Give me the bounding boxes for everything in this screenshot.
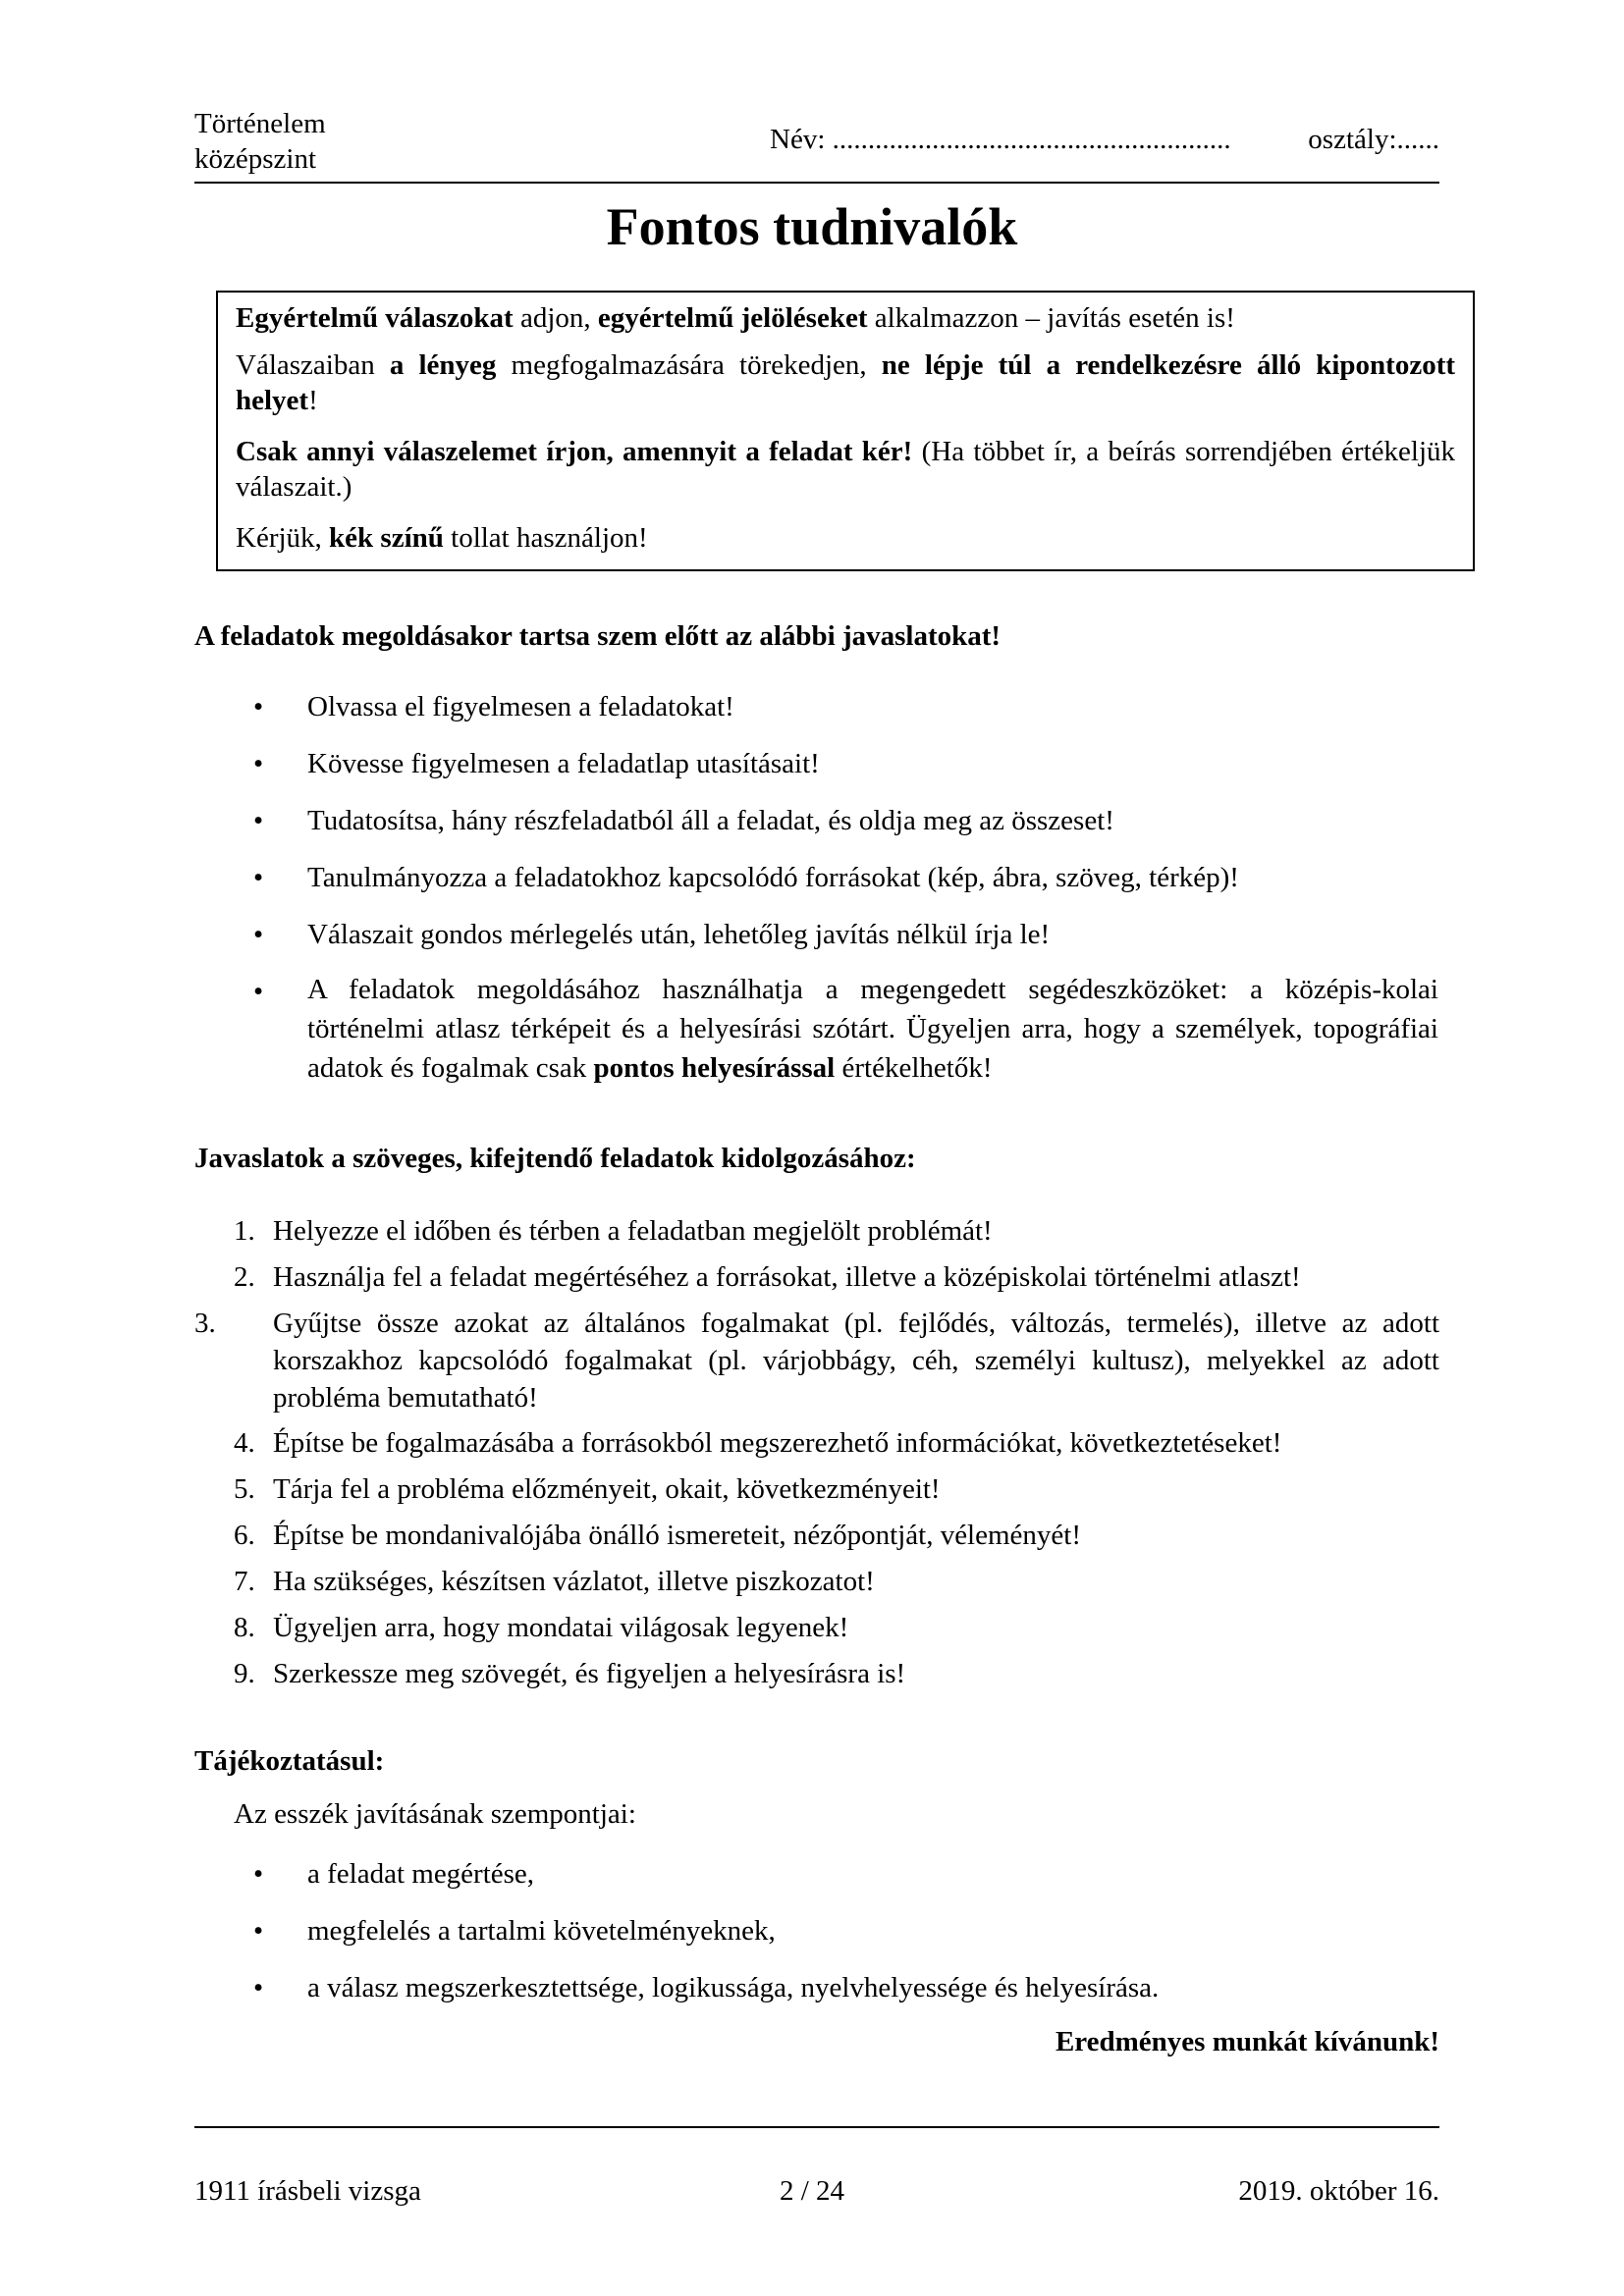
bullet-icon: • <box>253 976 264 1007</box>
bullet-icon: • <box>253 1858 264 1890</box>
item-number: 2. <box>234 1261 255 1293</box>
item-number: 4. <box>234 1427 255 1459</box>
item-text: Építse be mondanivalójába önálló ismereteit, nézőpontját, véleményét! <box>273 1520 1082 1551</box>
essay-tips-title: Javaslatok a szöveges, kifejtendő feladatok kidolgozásához: <box>194 1143 916 1174</box>
info-title: Tájékoztatásul: <box>194 1745 385 1777</box>
item-text: Tárja fel a probléma előzményeit, okait, következményeit! <box>273 1473 941 1505</box>
list-item: Olvassa el figyelmesen a feladatokat! <box>307 691 734 722</box>
bullet-icon: • <box>253 862 264 893</box>
numbered-item <box>234 1258 1439 1296</box>
notice-paragraph-1 <box>236 300 1455 336</box>
notice-paragraph-2 <box>236 347 1455 418</box>
notice-text: Kérjük, <box>236 522 330 554</box>
notice-bold: Csak annyi válaszelemet írjon, amennyit a feladat kér! <box>236 436 913 467</box>
list-item: a válasz megszerkesztettsége, logikussága, nyelvhelyessége és helyesírása. <box>307 1972 1160 2003</box>
item-text: Helyezze el időben és térben a feladatban megjelölt problémát! <box>273 1215 993 1247</box>
item-number: 9. <box>234 1658 255 1689</box>
notice-text: tollat használjon! <box>443 522 648 554</box>
list-item-text: A feladatok megoldásához használhatja a megengedett segédeszközöket: a középis-kolai történelmi atlasz térképeit és a helyesírási szótárt. Ügyeljen arra, hogy a személyek, topográfiai adatok és fogalmak csak <box>307 974 1438 1084</box>
numbered-item <box>234 1424 1439 1462</box>
notice-bold: ne lépje túl a rendelkezésre álló kipontozott helyet <box>236 349 1456 416</box>
item-number: 7. <box>234 1566 255 1597</box>
list-item-text: értékelhetők! <box>835 1052 993 1084</box>
item-number: 6. <box>234 1520 255 1551</box>
notice-text: adjon, <box>513 302 598 334</box>
class-field: osztály:...... <box>1308 124 1439 155</box>
bullet-icon: • <box>253 805 264 836</box>
numbered-item <box>234 1563 1439 1600</box>
subject-level: középszint <box>194 143 317 175</box>
header-subject <box>194 106 326 177</box>
closing-wish: Eredményes munkát kívánunk! <box>1055 2026 1439 2057</box>
header-divider <box>194 182 1439 184</box>
numbered-item <box>234 1470 1439 1508</box>
list-item: Tanulmányozza a feladatokhoz kapcsolódó forrásokat (kép, ábra, szöveg, térkép)! <box>307 862 1239 893</box>
numbered-item <box>234 1609 1439 1646</box>
notice-paragraph-3 <box>236 434 1455 505</box>
item-text: Építse be fogalmazásába a forrásokból megszerezhető információkat, következtetéseket! <box>273 1427 1282 1459</box>
footer-exam-code: 1911 írásbeli vizsga <box>194 2175 421 2207</box>
list-item: Válaszait gondos mérlegelés után, lehetőleg javítás nélkül írja le! <box>307 919 1051 950</box>
item-text: Ügyeljen arra, hogy mondatai világosak legyenek! <box>273 1612 849 1643</box>
numbered-item <box>234 1517 1439 1554</box>
page-title: Fontos tudnivalók <box>606 197 1018 256</box>
bullet-icon: • <box>253 919 264 950</box>
notice-bold: Egyértelmű válaszokat <box>236 302 514 334</box>
numbered-item <box>234 1212 1439 1250</box>
list-item-bold: pontos helyesírással <box>593 1052 836 1084</box>
bullet-icon: • <box>253 1972 264 2003</box>
list-item <box>307 970 1438 1088</box>
footer-page-number: 2 / 24 <box>779 2175 845 2207</box>
notice-bold: kék színű <box>329 522 444 554</box>
notice-text: Válaszaiban <box>236 349 390 381</box>
item-text: Szerkessze meg szövegét, és figyeljen a helyesírásra is! <box>273 1658 906 1689</box>
info-intro: Az esszék javításának szempontjai: <box>234 1798 636 1830</box>
notice-text: ! <box>308 385 318 416</box>
important-notice-box <box>216 291 1475 571</box>
numbered-item <box>194 1305 1439 1416</box>
item-number: 5. <box>234 1473 255 1505</box>
notice-text: alkalmazzon – javítás esetén is! <box>867 302 1235 334</box>
notice-text: (Ha többet ír, a beírás sorrendjében értékeljük válaszait.) <box>236 436 1455 503</box>
item-text: Gyűjtse össze azokat az általános fogalmakat (pl. fejlődés, változás, termelés), illetve az adott korszakhoz kapcsolódó fogalmakat (pl. várjobbágy, céh, személyi kultusz), melyekkel az adott probléma bemutatható! <box>273 1308 1439 1414</box>
item-number: 1. <box>234 1215 255 1247</box>
numbered-item <box>234 1655 1439 1692</box>
suggestions-title: A feladatok megoldásakor tartsa szem előtt az alábbi javaslatokat! <box>194 620 1001 652</box>
list-item: megfelelés a tartalmi követelményeknek, <box>307 1915 776 1947</box>
item-text: Használja fel a feladat megértéséhez a forrásokat, illetve a középiskolai történelmi atlaszt! <box>273 1261 1301 1293</box>
bullet-icon: • <box>253 748 264 779</box>
item-number: 8. <box>234 1612 255 1643</box>
footer-date: 2019. október 16. <box>1238 2175 1439 2207</box>
list-item: Kövesse figyelmesen a feladatlap utasításait! <box>307 748 820 779</box>
list-item: a feladat megértése, <box>307 1858 535 1890</box>
bullet-icon: • <box>253 691 264 722</box>
subject-name: Történelem <box>194 108 326 139</box>
notice-bold: a lényeg <box>389 349 497 381</box>
item-text: Ha szükséges, készítsen vázlatot, illetve piszkozatot! <box>273 1566 875 1597</box>
notice-text: megfogalmazására törekedjen, <box>496 349 882 381</box>
bullet-icon: • <box>253 1915 264 1947</box>
item-number: 3. <box>194 1308 216 1339</box>
notice-paragraph-4 <box>236 520 1455 556</box>
name-field: Név: ........................................................ <box>770 124 1231 155</box>
notice-bold: egyértelmű jelöléseket <box>597 302 868 334</box>
footer-divider <box>194 2126 1439 2128</box>
list-item: Tudatosítsa, hány részfeladatból áll a feladat, és oldja meg az összeset! <box>307 805 1114 836</box>
